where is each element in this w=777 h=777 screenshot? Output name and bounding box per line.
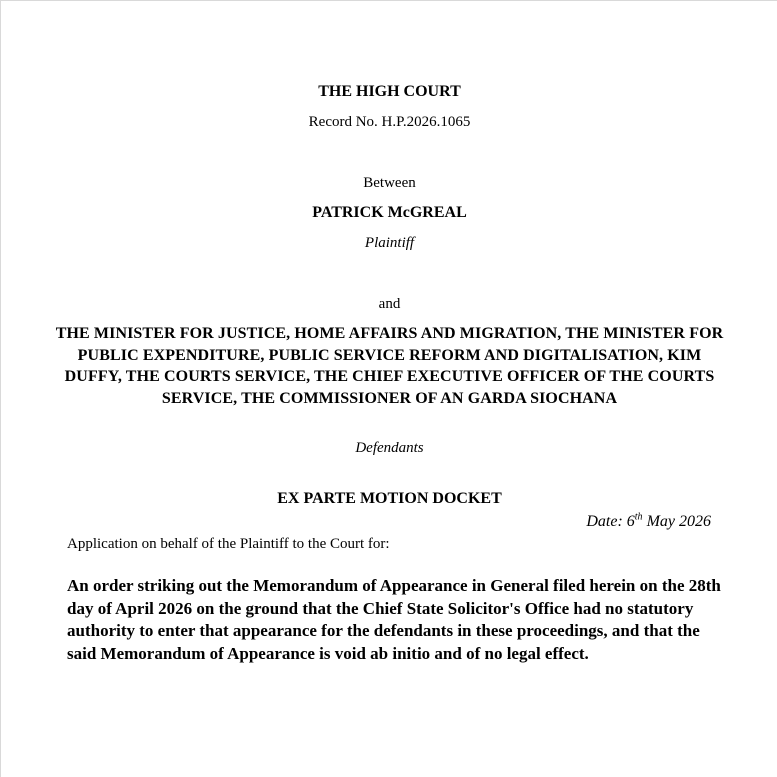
application-line: Application on behalf of the Plaintiff to the Court for: bbox=[67, 536, 390, 552]
date-ordinal: th bbox=[634, 511, 643, 523]
date-suffix: May 2026 bbox=[642, 513, 711, 530]
between-label: Between bbox=[363, 175, 416, 191]
order-paragraph: An order striking out the Memorandum of Appearance in General filed herein on the 28th day of April 2026 on the ground that the Chief State Solicitor's Office had no statutory authority to enter that appearance for the defendants in these proceedings, and that the said Memorandum of Appearance is void ab initio and of no legal effect. bbox=[67, 576, 721, 663]
plaintiff-name: PATRICK McGREAL bbox=[312, 204, 467, 221]
date-line bbox=[586, 511, 711, 533]
court-title: THE HIGH COURT bbox=[318, 83, 461, 100]
defendants-names: THE MINISTER FOR JUSTICE, HOME AFFAIRS AND MIGRATION, THE MINISTER FOR PUBLIC EXPENDITURE, PUBLIC SERVICE REFORM AND DIGITALISATION, KIM DUFFY, THE COURTS SERVICE, THE CHIEF EXECUTIVE OFFICER OF THE COURTS SERVICE, THE COMMISSIONER OF AN GARDA SIOCHANA bbox=[55, 325, 724, 407]
record-number: Record No. H.P.2026.1065 bbox=[308, 114, 471, 130]
defendants-role: Defendants bbox=[355, 440, 424, 456]
and-label: and bbox=[378, 296, 401, 312]
docket-title: EX PARTE MOTION DOCKET bbox=[277, 490, 502, 507]
plaintiff-role: Plaintiff bbox=[364, 235, 415, 251]
date-prefix: Date: 6 bbox=[586, 513, 635, 530]
